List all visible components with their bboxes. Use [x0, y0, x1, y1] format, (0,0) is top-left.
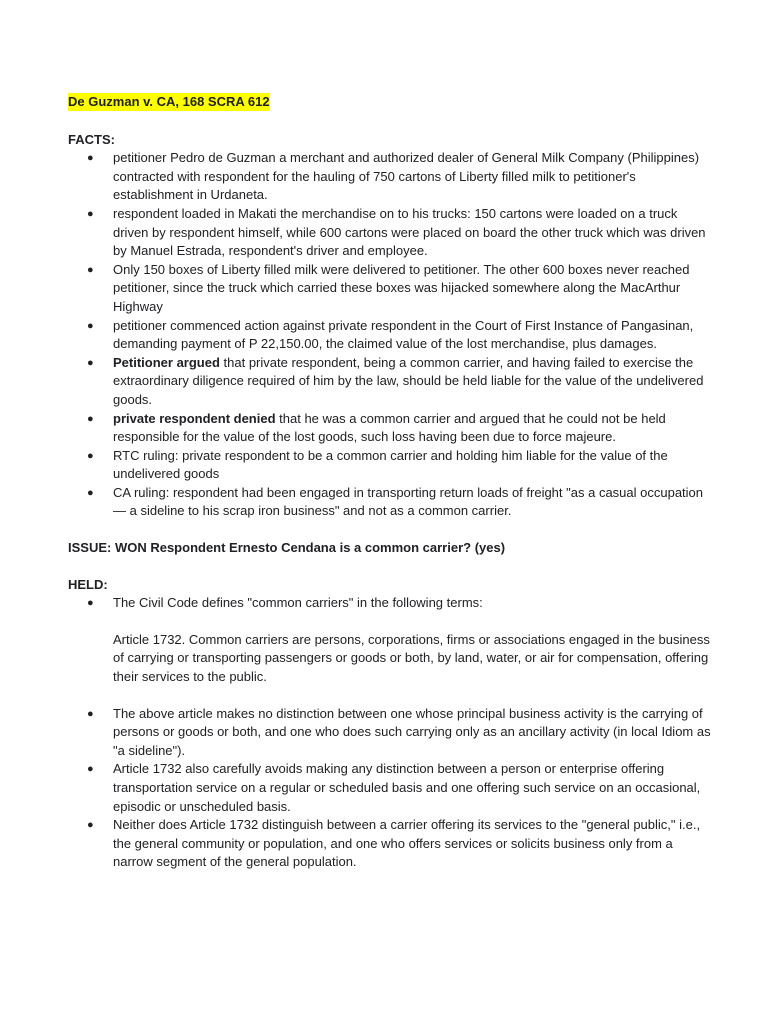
held-item: ● The above article makes no distinction between one whose principal business activity is the carrying of persons or goods or both, and one who does such carrying only as an ancillary activity (in local Idiom as "a sideline"). [68, 705, 716, 761]
facts-item: ● RTC ruling: private respondent to be a common carrier and holding him liable for the value of the undelivered goods [68, 447, 716, 484]
article-quote: Article 1732. Common carriers are persons, corporations, firms or associations engaged in the business of carrying or transporting passengers or goods or both, by land, water, or air for compensation, offering their services to the public. [113, 631, 710, 685]
held-item: ● The Civil Code defines "common carriers" in the following terms: [68, 594, 716, 613]
held-item: ● Neither does Article 1732 distinguish between a carrier offering its services to the "general public," i.e., the general community or population, and one who offers services or solicits business only from a narrow segment of the general population. [68, 816, 716, 872]
issue-statement: ISSUE: WON Respondent Ernesto Cendana is a common carrier? (yes) [68, 540, 506, 556]
held-item: ● Article 1732 also carefully avoids making any distinction between a person or enterprise offering transportation service on a regular or scheduled basis and one offering such service on an occasional, episodic or unscheduled basis. [68, 760, 716, 816]
held-heading: HELD: [68, 576, 108, 592]
facts-item: ● Only 150 boxes of Liberty filled milk were delivered to petitioner. The other 600 boxes never reached petitioner, since the truck which carried these boxes was hijacked somewhere along the MacArthur Highway [68, 261, 716, 317]
facts-item: ● CA ruling: respondent had been engaged in transporting return loads of freight "as a casual occupation — a sideline to his scrap iron business" and not as a common carrier. [68, 484, 716, 521]
held-list [68, 705, 716, 872]
facts-item: ● Petitioner argued that private respondent, being a common carrier, and having failed to exercise the extraordinary diligence required of him by the law, should be held liable for the value of the undelivered goods. [68, 354, 716, 410]
facts-list [68, 149, 716, 521]
facts-item: ● petitioner commenced action against private respondent in the Court of First Instance of Pangasinan, demanding payment of P 22,150.00, the claimed value of the lost merchandise, plus damages. [68, 317, 716, 354]
facts-item: ● respondent loaded in Makati the merchandise on to his trucks: 150 cartons were loaded on a truck driven by respondent himself, while 600 cartons were placed on board the other truck which was driven by Manuel Estrada, respondent's driver and employee. [68, 205, 716, 261]
case-title: De Guzman v. CA, 168 SCRA 612 [68, 94, 270, 109]
facts-item: ● private respondent denied that he was a common carrier and argued that he could not be held responsible for the value of the lost goods, such loss having been due to force majeure. [68, 410, 716, 447]
facts-item: ● petitioner Pedro de Guzman a merchant and authorized dealer of General Milk Company (Philippines) contracted with respondent for the hauling of 750 cartons of Liberty filled milk to petitioner's establishment in Urdaneta. [68, 149, 716, 205]
facts-heading: FACTS: [68, 131, 115, 147]
facts-item-lead: Petitioner argued [113, 354, 220, 370]
held-intro-list [68, 594, 716, 613]
facts-item-lead: private respondent denied [113, 410, 276, 426]
